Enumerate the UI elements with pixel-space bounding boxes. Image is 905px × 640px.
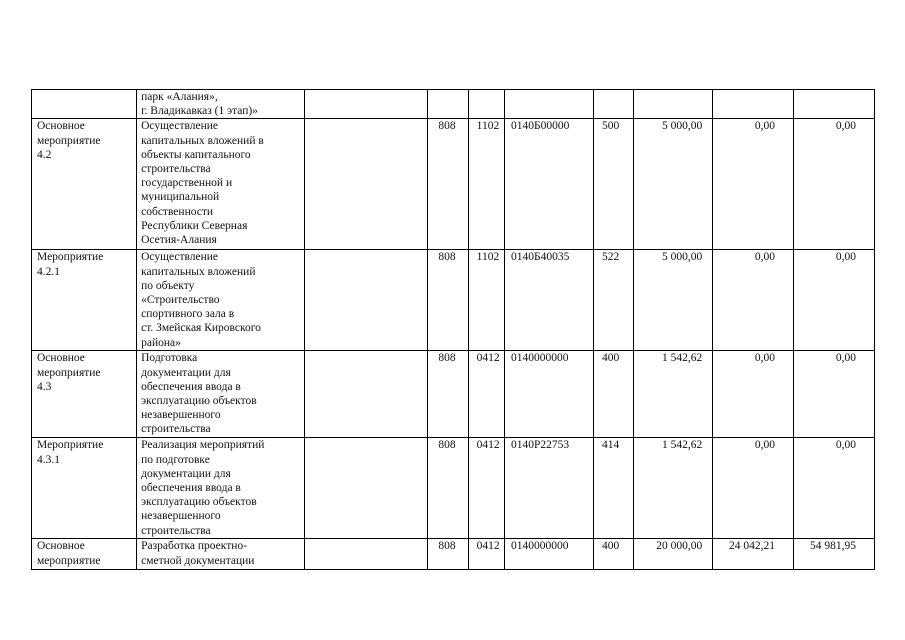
cell-vr: 522 — [593, 250, 633, 351]
cell-year3: 54 981,95 — [794, 539, 875, 570]
cell-year1: 20 000,00 — [634, 539, 713, 570]
table-row — [32, 438, 875, 539]
cell-year2 — [713, 90, 794, 119]
cell-year2: 0,00 — [713, 438, 794, 539]
cell-grbs — [428, 90, 468, 119]
cell-grbs: 808 — [428, 119, 468, 250]
cell-grbs: 808 — [428, 351, 468, 438]
cell-type — [32, 90, 137, 119]
cell-type: Мероприятие 4.2.1 — [32, 250, 137, 351]
cell-type: Основное мероприятие — [32, 539, 137, 570]
table-row — [32, 119, 875, 250]
cell-year2: 24 042,21 — [713, 539, 794, 570]
cell-year3: 0,00 — [794, 250, 875, 351]
table-row — [32, 90, 875, 119]
cell-grbs: 808 — [428, 250, 468, 351]
cell-name: Реализация мероприятий по подготовке документации для обеспечения ввода в эксплуатацию объектов незавершенного строительства — [137, 438, 305, 539]
cell-year2: 0,00 — [713, 250, 794, 351]
cell-year1: 5 000,00 — [634, 250, 713, 351]
cell-vr — [593, 90, 633, 119]
cell-executor — [304, 351, 427, 438]
table-row — [32, 250, 875, 351]
cell-name: Осуществление капитальных вложений по объекту «Строительство спортивного зала в ст. Змейская Кировского района» — [137, 250, 305, 351]
table-row — [32, 351, 875, 438]
cell-rzpr: 0412 — [468, 539, 504, 570]
cell-csr — [505, 90, 594, 119]
cell-year3: 0,00 — [794, 351, 875, 438]
cell-grbs: 808 — [428, 539, 468, 570]
cell-rzpr: 0412 — [468, 438, 504, 539]
cell-year3: 0,00 — [794, 119, 875, 250]
cell-year2: 0,00 — [713, 119, 794, 250]
cell-csr: 0140Б00000 — [505, 119, 594, 250]
cell-year3: 0,00 — [794, 438, 875, 539]
cell-type: Мероприятие 4.3.1 — [32, 438, 137, 539]
cell-executor — [304, 90, 427, 119]
cell-year2: 0,00 — [713, 351, 794, 438]
table-row — [32, 539, 875, 570]
cell-csr: 0140Б40035 — [505, 250, 594, 351]
cell-name: Осуществление капитальных вложений в объекты капитального строительства государственной и муниципальной собственности Республики Северная Осетия-Алания — [137, 119, 305, 250]
cell-grbs: 808 — [428, 438, 468, 539]
cell-rzpr: 0412 — [468, 351, 504, 438]
cell-executor — [304, 250, 427, 351]
cell-year1: 5 000,00 — [634, 119, 713, 250]
cell-vr: 500 — [593, 119, 633, 250]
cell-name: Подготовка документации для обеспечения ввода в эксплуатацию объектов незавершенного строительства — [137, 351, 305, 438]
cell-csr: 0140000000 — [505, 351, 594, 438]
cell-type: Основное мероприятие 4.3 — [32, 351, 137, 438]
cell-vr: 400 — [593, 539, 633, 570]
table-body — [32, 90, 875, 570]
cell-year3 — [794, 90, 875, 119]
cell-executor — [304, 539, 427, 570]
budget-table — [31, 89, 875, 570]
cell-type: Основное мероприятие 4.2 — [32, 119, 137, 250]
cell-vr: 400 — [593, 351, 633, 438]
cell-year1: 1 542,62 — [634, 438, 713, 539]
cell-rzpr: 1102 — [468, 250, 504, 351]
cell-csr: 0140Р22753 — [505, 438, 594, 539]
cell-rzpr — [468, 90, 504, 119]
cell-csr: 0140000000 — [505, 539, 594, 570]
cell-year1: 1 542,62 — [634, 351, 713, 438]
cell-year1 — [634, 90, 713, 119]
cell-executor — [304, 438, 427, 539]
cell-name: парк «Алания», г. Владикавказ (1 этап)» — [137, 90, 305, 119]
cell-rzpr: 1102 — [468, 119, 504, 250]
cell-executor — [304, 119, 427, 250]
cell-name: Разработка проектно- сметной документации — [137, 539, 305, 570]
cell-vr: 414 — [593, 438, 633, 539]
budget-table-page — [31, 89, 875, 570]
